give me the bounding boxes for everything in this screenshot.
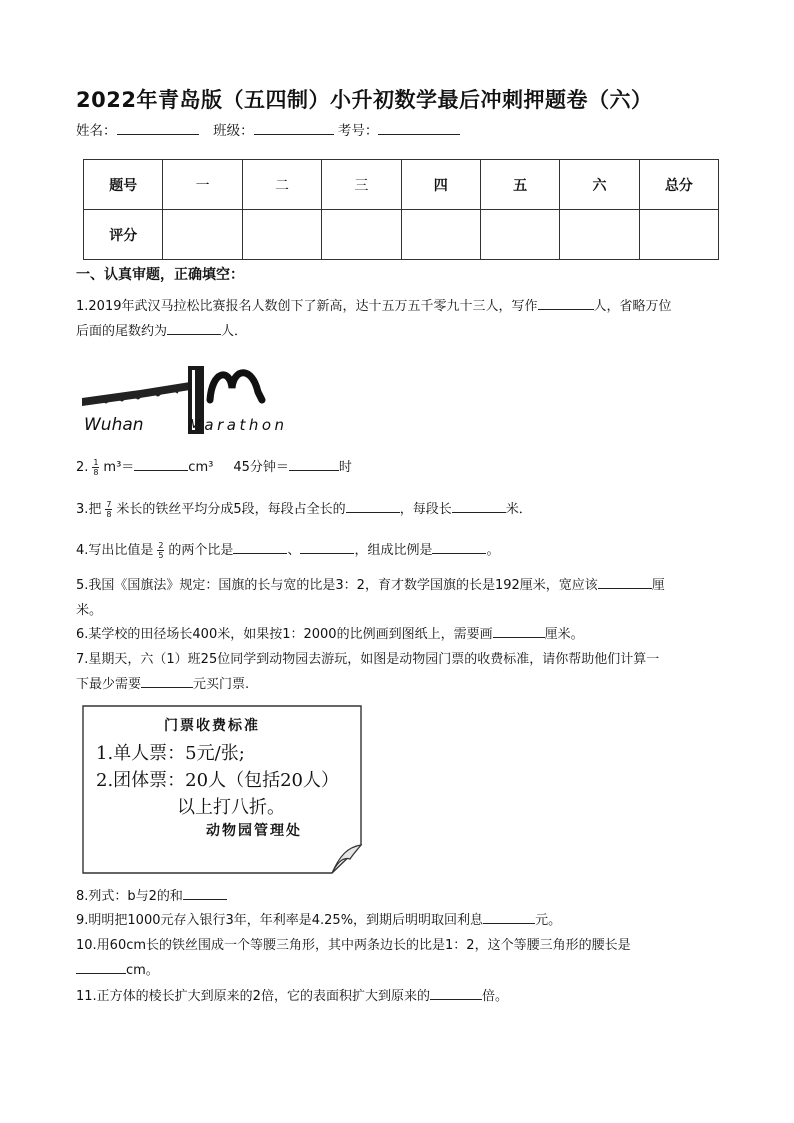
answer-blank[interactable]	[452, 499, 506, 513]
score-cell[interactable]	[401, 210, 480, 260]
question-text: 、	[287, 543, 301, 558]
question-text: 元。	[535, 913, 562, 928]
question-7	[76, 647, 659, 697]
notice-title: 门票收费标准	[164, 718, 260, 734]
question-text: cm³	[188, 460, 214, 475]
notice-line-3: 以上打八折。	[177, 797, 285, 818]
question-text: 厘米。	[544, 627, 584, 642]
answer-blank[interactable]	[430, 986, 482, 1000]
logo-bridge-deck	[82, 382, 190, 406]
score-cell[interactable]	[322, 210, 401, 260]
question-text: 5.我国《国旗法》规定：国旗的长与宽的比是3：2，育才数学国旗的长是192厘米，宽应该	[76, 578, 598, 593]
question-text: 7.星期天，六（1）班25位同学到动物园去游玩，如图是动物园门票的收费标准，请你帮助他们计算一	[76, 652, 660, 667]
question-text: 时	[338, 460, 352, 475]
answer-blank[interactable]	[141, 674, 193, 688]
notice-line-2: 2.团体票：20人（包括20人）	[96, 770, 339, 791]
question-text: 人．	[221, 324, 248, 339]
score-cell[interactable]	[163, 210, 242, 260]
question-text: 10.用60cm长的铁丝围成一个等腰三角形，其中两条边长的比是1：2，这个等腰三角形的腰长是	[76, 938, 631, 953]
question-text: 元买门票.	[193, 677, 250, 692]
question-5	[76, 573, 665, 623]
score-header-cell: 二	[242, 160, 321, 210]
score-cell[interactable]	[639, 210, 718, 260]
answer-blank[interactable]	[346, 499, 400, 513]
score-header-cell: 一	[163, 160, 242, 210]
question-9	[76, 908, 561, 933]
answer-blank[interactable]	[183, 886, 227, 900]
answer-blank[interactable]	[134, 457, 188, 471]
answer-blank[interactable]	[598, 575, 652, 589]
answer-blank[interactable]	[300, 540, 354, 554]
class-label: 班级：	[213, 123, 254, 139]
answer-blank[interactable]	[76, 960, 126, 974]
question-text: 45分钟＝	[233, 460, 289, 475]
score-cell[interactable]	[560, 210, 639, 260]
question-text: 8.列式：b与2的和	[76, 889, 183, 904]
question-text: 米长的铁丝平均分成5段，每段占全长的	[116, 502, 346, 517]
question-3	[76, 497, 532, 522]
logo-m-curve	[210, 373, 262, 400]
answer-blank[interactable]	[483, 910, 535, 924]
wuhan-marathon-logo	[80, 360, 285, 440]
question-text: m³＝	[103, 460, 135, 475]
score-table-score-row	[84, 210, 719, 260]
question-text: 倍。	[481, 989, 508, 1004]
question-text: cm。	[126, 963, 159, 978]
question-text: 3.把	[76, 502, 102, 517]
answer-blank[interactable]	[289, 457, 339, 471]
question-10	[76, 933, 631, 983]
question-11	[76, 984, 508, 1009]
ticket-price-notice	[82, 705, 364, 875]
question-text: 1.2019年武汉马拉松比赛报名人数创下了新高，达十五万五千零九十三人，写作	[76, 299, 538, 314]
name-blank[interactable]	[117, 122, 199, 135]
score-header-cell: 总分	[639, 160, 718, 210]
page-title: 2022年青岛版（五四制）小升初数学最后冲刺押题卷（六）	[76, 88, 653, 112]
question-text: 米。	[76, 603, 103, 618]
score-cell[interactable]	[242, 210, 321, 260]
fraction: $\frac{7}{8}$	[106, 500, 112, 519]
answer-blank[interactable]	[233, 540, 287, 554]
exam-no-blank[interactable]	[378, 122, 460, 135]
score-row-label: 评分	[84, 210, 163, 260]
question-text: 。	[486, 543, 500, 558]
answer-blank[interactable]	[538, 296, 594, 310]
question-2	[76, 455, 352, 480]
score-cell[interactable]	[480, 210, 559, 260]
score-header-cell: 题号	[84, 160, 163, 210]
notice-signature: 动物园管理处	[206, 823, 302, 839]
question-4	[76, 538, 499, 563]
question-text: ，每段长	[399, 502, 452, 517]
answer-blank[interactable]	[432, 540, 486, 554]
answer-blank[interactable]	[493, 624, 545, 638]
exam-no-label: 考号：	[337, 123, 379, 139]
question-text: 2.	[76, 460, 89, 475]
logo-text-wuhan: Wuhan	[84, 415, 144, 435]
score-header-cell: 五	[480, 160, 559, 210]
logo-text-marathon: Marathon	[188, 416, 284, 434]
question-text: 后面的尾数约为	[76, 324, 168, 339]
question-text: 9.明明把1000元存入银行3年，年利率是4.25%，到期后明明取回利息	[76, 913, 484, 928]
question-6	[76, 622, 584, 647]
section-1-title: 一、认真审题，正确填空：	[76, 267, 244, 283]
question-text: 米．	[505, 502, 532, 517]
question-text: 6.某学校的田径场长400米，如果按1：2000的比例画到图纸上，需要画	[76, 627, 493, 642]
notice-line-1: 1.单人票：5元/张;	[96, 743, 245, 764]
question-text: 下最少需要	[76, 677, 142, 692]
score-header-cell: 三	[322, 160, 401, 210]
question-text: 的两个比是	[168, 543, 234, 558]
score-table	[83, 159, 719, 260]
question-text: ，组成比例是	[354, 543, 433, 558]
score-header-cell: 六	[560, 160, 639, 210]
student-info-line	[76, 119, 460, 139]
question-text: 11.正方体的棱长扩大到原来的2倍，它的表面积扩大到原来的	[76, 989, 430, 1004]
question-1	[76, 294, 672, 344]
question-text: 人，省略万位	[593, 299, 672, 314]
question-8	[76, 884, 227, 909]
name-label: 姓名：	[76, 123, 117, 139]
answer-blank[interactable]	[167, 321, 221, 335]
fraction: $\frac{1}{8}$	[93, 458, 99, 477]
score-header-cell: 四	[401, 160, 480, 210]
question-text: 4.写出比值是	[76, 543, 154, 558]
score-table-header-row	[84, 160, 719, 210]
class-blank[interactable]	[254, 122, 334, 135]
question-text: 厘	[651, 578, 665, 593]
fraction: $\frac{2}{5}$	[158, 541, 164, 560]
